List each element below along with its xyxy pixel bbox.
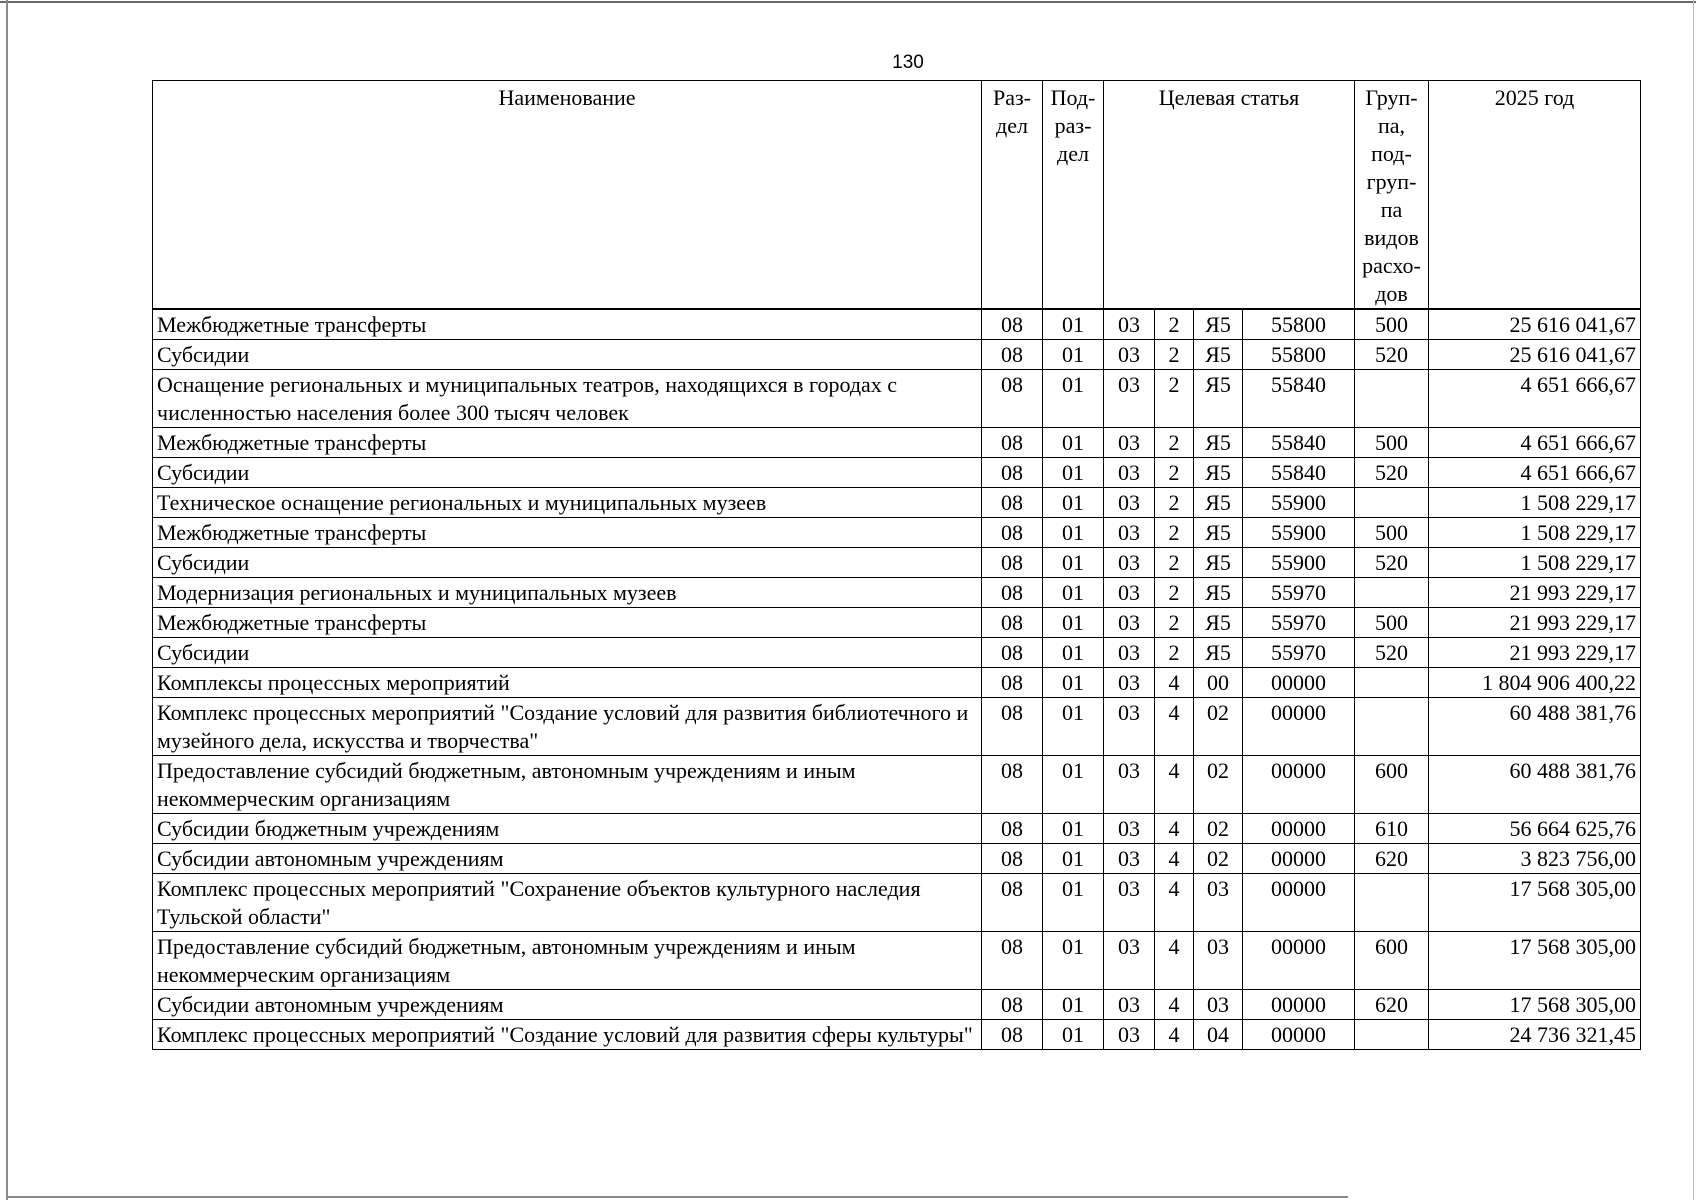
cell-target-direction: 00000: [1243, 814, 1355, 844]
header-name: Наименование: [153, 81, 982, 310]
cell-target-structure: Я5: [1194, 309, 1243, 340]
cell-section: 08: [982, 698, 1043, 756]
cell-name: Техническое оснащение региональных и муниципальных музеев: [153, 488, 982, 518]
cell-target-type: 4: [1155, 844, 1194, 874]
cell-section: 08: [982, 488, 1043, 518]
header-target-article: Целевая статья: [1104, 81, 1355, 310]
cell-target-type: 4: [1155, 990, 1194, 1020]
cell-expense-group: 620: [1355, 844, 1429, 874]
cell-name: Субсидии бюджетным учреждениям: [153, 814, 982, 844]
table-row: [153, 874, 1641, 932]
table-row: [153, 990, 1641, 1020]
table-row: [153, 370, 1641, 428]
cell-target-type: 2: [1155, 608, 1194, 638]
cell-name: Межбюджетные трансферты: [153, 608, 982, 638]
cell-target-type: 4: [1155, 668, 1194, 698]
cell-name: Межбюджетные трансферты: [153, 309, 982, 340]
cell-target-direction: 00000: [1243, 756, 1355, 814]
cell-amount: 17 568 305,00: [1429, 874, 1641, 932]
cell-section: 08: [982, 340, 1043, 370]
cell-target-type: 2: [1155, 638, 1194, 668]
cell-target-direction: 55900: [1243, 488, 1355, 518]
cell-expense-group: [1355, 668, 1429, 698]
table-row: [153, 548, 1641, 578]
cell-expense-group: 520: [1355, 638, 1429, 668]
table-row: [153, 814, 1641, 844]
cell-subsection: 01: [1043, 756, 1104, 814]
table-row: [153, 608, 1641, 638]
cell-target-direction: 00000: [1243, 990, 1355, 1020]
cell-expense-group: 520: [1355, 548, 1429, 578]
cell-amount: 60 488 381,76: [1429, 756, 1641, 814]
cell-target-structure: Я5: [1194, 458, 1243, 488]
table-row: [153, 309, 1641, 340]
cell-target-structure: 04: [1194, 1020, 1243, 1050]
cell-target-structure: Я5: [1194, 548, 1243, 578]
cell-expense-group: 600: [1355, 756, 1429, 814]
cell-name: Субсидии автономным учреждениям: [153, 990, 982, 1020]
cell-name: Субсидии автономным учреждениям: [153, 844, 982, 874]
cell-target-type: 2: [1155, 488, 1194, 518]
cell-section: 08: [982, 814, 1043, 844]
cell-target-type: 2: [1155, 340, 1194, 370]
cell-expense-group: [1355, 874, 1429, 932]
cell-amount: 1 508 229,17: [1429, 518, 1641, 548]
cell-amount: 21 993 229,17: [1429, 578, 1641, 608]
cell-expense-group: 500: [1355, 518, 1429, 548]
header-expense-group: Груп- па, под- груп- па видов расхо- дов: [1355, 81, 1429, 310]
table-row: [153, 638, 1641, 668]
cell-target-type: 2: [1155, 370, 1194, 428]
table-row: [153, 488, 1641, 518]
cell-expense-group: 600: [1355, 932, 1429, 990]
table-row: [153, 932, 1641, 990]
header-subsection: Под- раз- дел: [1043, 81, 1104, 310]
cell-name: Предоставление субсидий бюджетным, автономным учреждениям и иным некоммерческим организациям: [153, 932, 982, 990]
cell-target-program: 03: [1104, 608, 1155, 638]
cell-subsection: 01: [1043, 518, 1104, 548]
cell-amount: 56 664 625,76: [1429, 814, 1641, 844]
cell-section: 08: [982, 518, 1043, 548]
cell-section: 08: [982, 844, 1043, 874]
table-row: [153, 518, 1641, 548]
cell-target-program: 03: [1104, 874, 1155, 932]
cell-target-program: 03: [1104, 756, 1155, 814]
cell-amount: 60 488 381,76: [1429, 698, 1641, 756]
cell-subsection: 01: [1043, 638, 1104, 668]
cell-expense-group: [1355, 488, 1429, 518]
cell-subsection: 01: [1043, 844, 1104, 874]
cell-subsection: 01: [1043, 370, 1104, 428]
cell-amount: 1 804 906 400,22: [1429, 668, 1641, 698]
cell-section: 08: [982, 608, 1043, 638]
cell-amount: 25 616 041,67: [1429, 340, 1641, 370]
cell-target-structure: Я5: [1194, 428, 1243, 458]
cell-subsection: 01: [1043, 698, 1104, 756]
cell-target-direction: 55970: [1243, 638, 1355, 668]
cell-section: 08: [982, 428, 1043, 458]
cell-subsection: 01: [1043, 990, 1104, 1020]
cell-target-program: 03: [1104, 638, 1155, 668]
cell-target-structure: 02: [1194, 756, 1243, 814]
cell-target-structure: 03: [1194, 932, 1243, 990]
header-year: 2025 год: [1429, 81, 1641, 310]
cell-target-direction: 00000: [1243, 698, 1355, 756]
cell-target-structure: 02: [1194, 844, 1243, 874]
cell-target-program: 03: [1104, 990, 1155, 1020]
table-row: [153, 698, 1641, 756]
cell-section: 08: [982, 548, 1043, 578]
cell-target-type: 4: [1155, 698, 1194, 756]
cell-target-program: 03: [1104, 370, 1155, 428]
cell-subsection: 01: [1043, 548, 1104, 578]
cell-amount: 21 993 229,17: [1429, 638, 1641, 668]
cell-target-program: 03: [1104, 488, 1155, 518]
cell-target-direction: 55900: [1243, 518, 1355, 548]
cell-target-direction: 00000: [1243, 668, 1355, 698]
cell-expense-group: [1355, 578, 1429, 608]
cell-subsection: 01: [1043, 458, 1104, 488]
cell-target-structure: 02: [1194, 698, 1243, 756]
scan-edge-top: [0, 1, 1696, 3]
cell-target-program: 03: [1104, 578, 1155, 608]
cell-section: 08: [982, 309, 1043, 340]
cell-section: 08: [982, 578, 1043, 608]
cell-target-direction: 00000: [1243, 874, 1355, 932]
cell-name: Межбюджетные трансферты: [153, 518, 982, 548]
cell-target-type: 4: [1155, 1020, 1194, 1050]
cell-subsection: 01: [1043, 668, 1104, 698]
cell-expense-group: 500: [1355, 608, 1429, 638]
table-body: [153, 309, 1641, 1050]
scan-edge-left: [6, 0, 8, 1200]
cell-target-type: 4: [1155, 814, 1194, 844]
cell-name: Субсидии: [153, 548, 982, 578]
cell-target-structure: Я5: [1194, 638, 1243, 668]
cell-target-structure: Я5: [1194, 488, 1243, 518]
cell-section: 08: [982, 874, 1043, 932]
cell-expense-group: [1355, 1020, 1429, 1050]
cell-subsection: 01: [1043, 608, 1104, 638]
table-row: [153, 428, 1641, 458]
cell-expense-group: [1355, 370, 1429, 428]
cell-name: Субсидии: [153, 458, 982, 488]
cell-name: Комплекс процессных мероприятий "Создание условий для развития сферы культуры": [153, 1020, 982, 1050]
cell-target-direction: 55840: [1243, 458, 1355, 488]
cell-subsection: 01: [1043, 814, 1104, 844]
cell-target-type: 2: [1155, 548, 1194, 578]
page-number: 130: [892, 52, 924, 73]
cell-target-type: 2: [1155, 309, 1194, 340]
cell-expense-group: [1355, 698, 1429, 756]
cell-target-program: 03: [1104, 932, 1155, 990]
cell-section: 08: [982, 370, 1043, 428]
cell-target-structure: Я5: [1194, 340, 1243, 370]
table-header-row: [153, 81, 1641, 310]
table-row: [153, 1020, 1641, 1050]
cell-target-structure: Я5: [1194, 370, 1243, 428]
cell-section: 08: [982, 638, 1043, 668]
cell-target-program: 03: [1104, 814, 1155, 844]
cell-target-program: 03: [1104, 668, 1155, 698]
cell-target-direction: 55970: [1243, 578, 1355, 608]
cell-expense-group: 500: [1355, 309, 1429, 340]
cell-subsection: 01: [1043, 428, 1104, 458]
cell-target-structure: Я5: [1194, 578, 1243, 608]
scan-edge-right: [1693, 0, 1694, 1200]
cell-target-direction: 00000: [1243, 844, 1355, 874]
cell-name: Модернизация региональных и муниципальных музеев: [153, 578, 982, 608]
cell-section: 08: [982, 668, 1043, 698]
cell-section: 08: [982, 756, 1043, 814]
table-row: [153, 458, 1641, 488]
cell-target-direction: 55840: [1243, 370, 1355, 428]
cell-subsection: 01: [1043, 1020, 1104, 1050]
cell-subsection: 01: [1043, 874, 1104, 932]
table-row: [153, 578, 1641, 608]
cell-name: Комплекс процессных мероприятий "Создание условий для развития библиотечного и музейного дела, искусства и творчества": [153, 698, 982, 756]
budget-table: [152, 80, 1641, 1050]
cell-target-program: 03: [1104, 698, 1155, 756]
cell-name: Оснащение региональных и муниципальных театров, находящихся в городах с численностью населения более 300 тысяч человек: [153, 370, 982, 428]
cell-target-structure: 02: [1194, 814, 1243, 844]
cell-expense-group: 500: [1355, 428, 1429, 458]
cell-target-type: 4: [1155, 932, 1194, 990]
cell-target-structure: 00: [1194, 668, 1243, 698]
cell-amount: 1 508 229,17: [1429, 488, 1641, 518]
cell-name: Предоставление субсидий бюджетным, автономным учреждениям и иным некоммерческим организациям: [153, 756, 982, 814]
cell-subsection: 01: [1043, 309, 1104, 340]
cell-target-type: 2: [1155, 518, 1194, 548]
cell-expense-group: 620: [1355, 990, 1429, 1020]
cell-target-program: 03: [1104, 340, 1155, 370]
cell-subsection: 01: [1043, 488, 1104, 518]
cell-target-program: 03: [1104, 458, 1155, 488]
cell-target-direction: 00000: [1243, 1020, 1355, 1050]
cell-name: Субсидии: [153, 638, 982, 668]
cell-amount: 1 508 229,17: [1429, 548, 1641, 578]
table-row: [153, 340, 1641, 370]
cell-name: Комплекс процессных мероприятий "Сохранение объектов культурного наследия Тульской области": [153, 874, 982, 932]
cell-subsection: 01: [1043, 932, 1104, 990]
cell-section: 08: [982, 1020, 1043, 1050]
cell-expense-group: 520: [1355, 458, 1429, 488]
cell-target-program: 03: [1104, 309, 1155, 340]
cell-target-type: 2: [1155, 578, 1194, 608]
cell-target-direction: 55970: [1243, 608, 1355, 638]
table-row: [153, 844, 1641, 874]
cell-target-structure: 03: [1194, 990, 1243, 1020]
cell-amount: 4 651 666,67: [1429, 370, 1641, 428]
cell-target-direction: 00000: [1243, 932, 1355, 990]
cell-target-program: 03: [1104, 1020, 1155, 1050]
header-section: Раз- дел: [982, 81, 1043, 310]
cell-target-direction: 55800: [1243, 309, 1355, 340]
cell-target-program: 03: [1104, 844, 1155, 874]
cell-target-program: 03: [1104, 548, 1155, 578]
cell-subsection: 01: [1043, 340, 1104, 370]
cell-amount: 21 993 229,17: [1429, 608, 1641, 638]
cell-amount: 17 568 305,00: [1429, 932, 1641, 990]
cell-expense-group: 520: [1355, 340, 1429, 370]
cell-amount: 4 651 666,67: [1429, 458, 1641, 488]
cell-target-type: 4: [1155, 756, 1194, 814]
cell-amount: 17 568 305,00: [1429, 990, 1641, 1020]
cell-amount: 4 651 666,67: [1429, 428, 1641, 458]
cell-amount: 25 616 041,67: [1429, 309, 1641, 340]
cell-section: 08: [982, 990, 1043, 1020]
cell-section: 08: [982, 932, 1043, 990]
cell-amount: 24 736 321,45: [1429, 1020, 1641, 1050]
table-row: [153, 668, 1641, 698]
cell-target-direction: 55840: [1243, 428, 1355, 458]
cell-target-program: 03: [1104, 518, 1155, 548]
cell-target-program: 03: [1104, 428, 1155, 458]
cell-target-structure: Я5: [1194, 518, 1243, 548]
cell-name: Межбюджетные трансферты: [153, 428, 982, 458]
cell-target-structure: Я5: [1194, 608, 1243, 638]
cell-expense-group: 610: [1355, 814, 1429, 844]
cell-subsection: 01: [1043, 578, 1104, 608]
cell-target-type: 2: [1155, 458, 1194, 488]
cell-amount: 3 823 756,00: [1429, 844, 1641, 874]
cell-target-type: 2: [1155, 428, 1194, 458]
table-row: [153, 756, 1641, 814]
cell-target-direction: 55900: [1243, 548, 1355, 578]
cell-name: Субсидии: [153, 340, 982, 370]
cell-target-structure: 03: [1194, 874, 1243, 932]
scan-edge-bottom: [8, 1196, 1348, 1198]
cell-target-type: 4: [1155, 874, 1194, 932]
cell-section: 08: [982, 458, 1043, 488]
cell-target-direction: 55800: [1243, 340, 1355, 370]
cell-name: Комплексы процессных мероприятий: [153, 668, 982, 698]
